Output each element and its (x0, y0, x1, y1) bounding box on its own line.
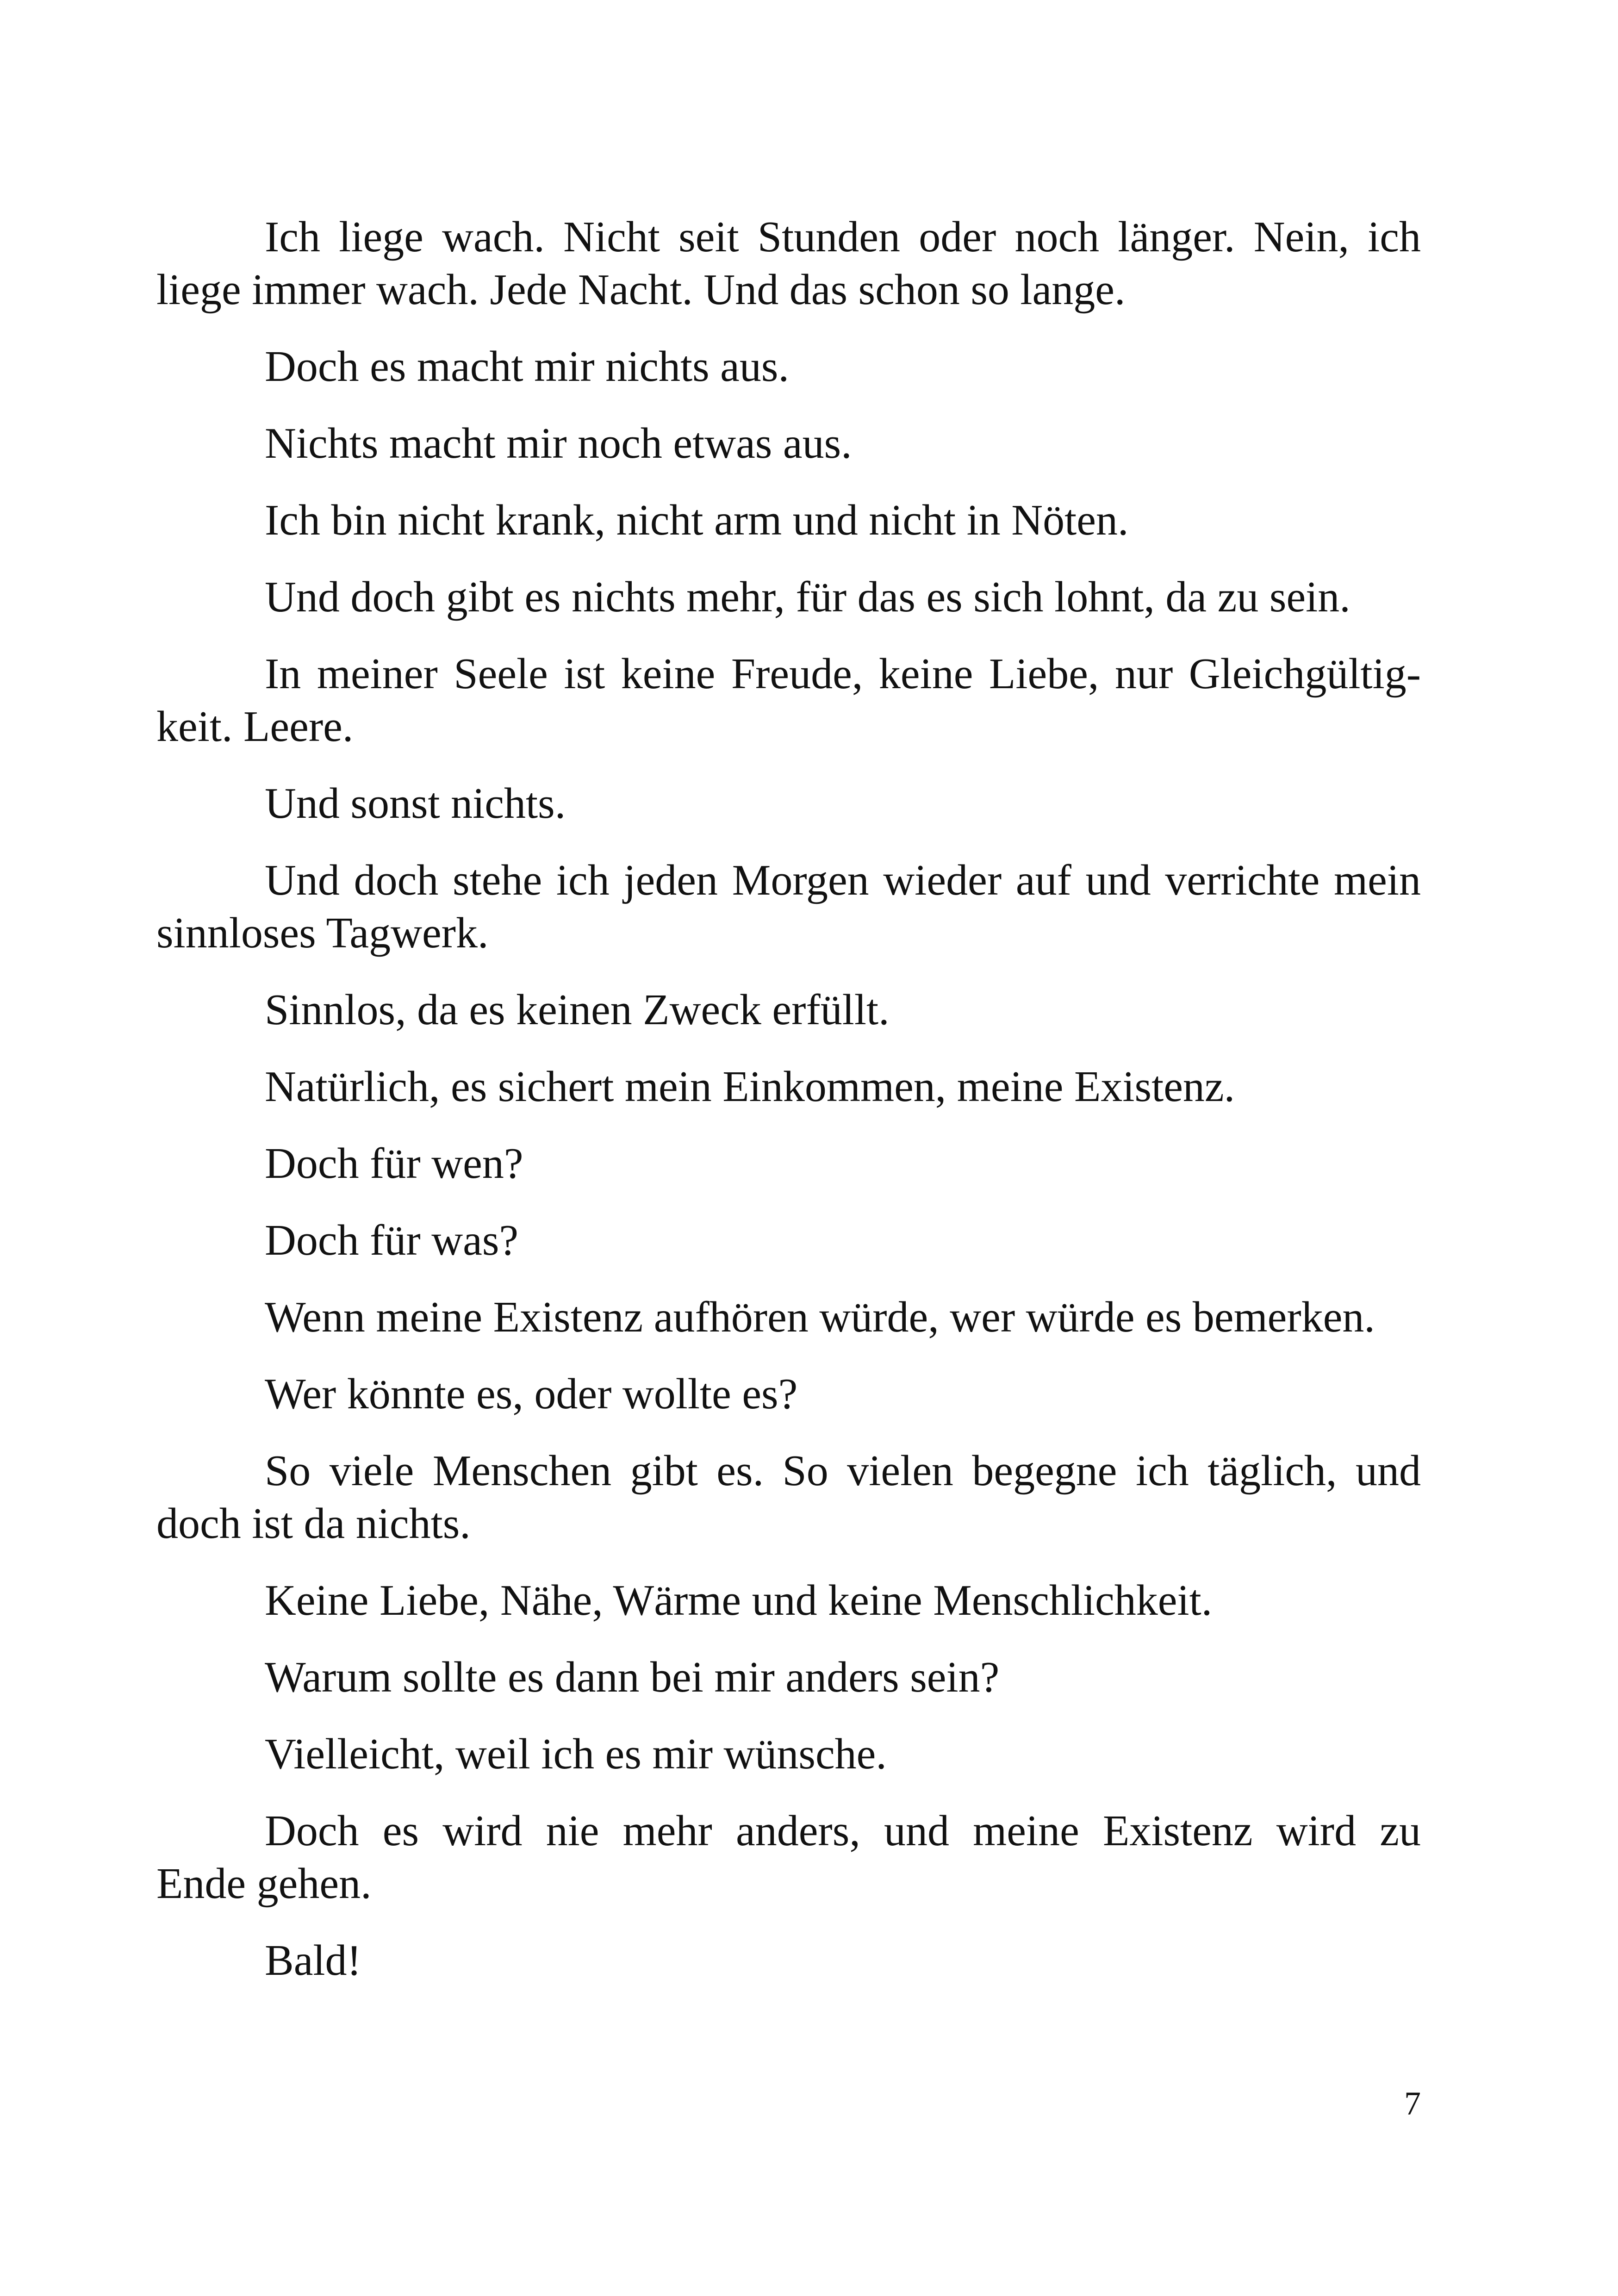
text-line: Wer könnte es, oder wollte es? (265, 1370, 798, 1418)
text-line: Und doch gibt es nichts mehr, für das es sich lohnt, da zu sein. (265, 573, 1350, 621)
text-line: In meiner Seele ist keine Freude, keine Liebe, nur Gleichgültig- (265, 650, 1421, 698)
body-text (156, 211, 1421, 2011)
text-line: Warum sollte es dann bei mir anders sein? (265, 1653, 1000, 1701)
paragraph (156, 647, 1421, 753)
text-line: Und doch stehe ich jeden Morgen wieder auf und verrichte mein (265, 856, 1421, 904)
paragraph (211, 417, 1421, 470)
paragraph (211, 340, 1421, 393)
paragraph (211, 983, 1421, 1036)
paragraph (211, 1368, 1421, 1420)
paragraph (211, 1137, 1421, 1190)
paragraph (156, 1804, 1421, 1910)
text-line: Ende gehen. (156, 1860, 372, 1908)
paragraph (211, 571, 1421, 623)
text-line: So viele Menschen gibt es. So vielen begegne ich täglich, und (265, 1447, 1421, 1495)
paragraph (211, 1214, 1421, 1267)
paragraph (156, 854, 1421, 959)
text-line: Bald! (265, 1936, 361, 1985)
paragraph (211, 1574, 1421, 1627)
paragraph (156, 211, 1421, 316)
text-line: sinnloses Tagwerk. (156, 909, 489, 957)
paragraph (211, 1060, 1421, 1113)
text-line: Und sonst nichts. (265, 779, 566, 828)
text-line: Keine Liebe, Nähe, Wärme und keine Menschlichkeit. (265, 1576, 1213, 1624)
text-line: liege immer wach. Jede Nacht. Und das schon so lange. (156, 266, 1126, 314)
text-line: Doch es wird nie mehr anders, und meine Existenz wird zu (265, 1807, 1421, 1855)
text-line: doch ist da nichts. (156, 1500, 471, 1548)
paragraph (211, 777, 1421, 830)
text-line: Doch für was? (265, 1216, 519, 1264)
text-line: Nichts macht mir noch etwas aus. (265, 419, 852, 467)
paragraph (211, 1291, 1421, 1344)
text-line: Wenn meine Existenz aufhören würde, wer würde es bemerken. (265, 1293, 1375, 1341)
paragraph (211, 1934, 1421, 1987)
text-line: Ich bin nicht krank, nicht arm und nicht in Nöten. (265, 496, 1129, 544)
paragraph (211, 1728, 1421, 1780)
paragraph (211, 1651, 1421, 1704)
page-number: 7 (1404, 2085, 1421, 2122)
text-line: Doch es macht mir nichts aus. (265, 342, 789, 391)
paragraph (211, 494, 1421, 547)
text-line: keit. Leere. (156, 703, 354, 751)
paragraph (156, 1444, 1421, 1550)
text-line: Natürlich, es sichert mein Einkommen, meine Existenz. (265, 1063, 1235, 1111)
text-line: Doch für wen? (265, 1139, 523, 1188)
text-line: Vielleicht, weil ich es mir wünsche. (265, 1730, 887, 1778)
text-line: Sinnlos, da es keinen Zweck erfüllt. (265, 986, 890, 1034)
text-line: Ich liege wach. Nicht seit Stunden oder noch länger. Nein, ich (265, 213, 1421, 261)
